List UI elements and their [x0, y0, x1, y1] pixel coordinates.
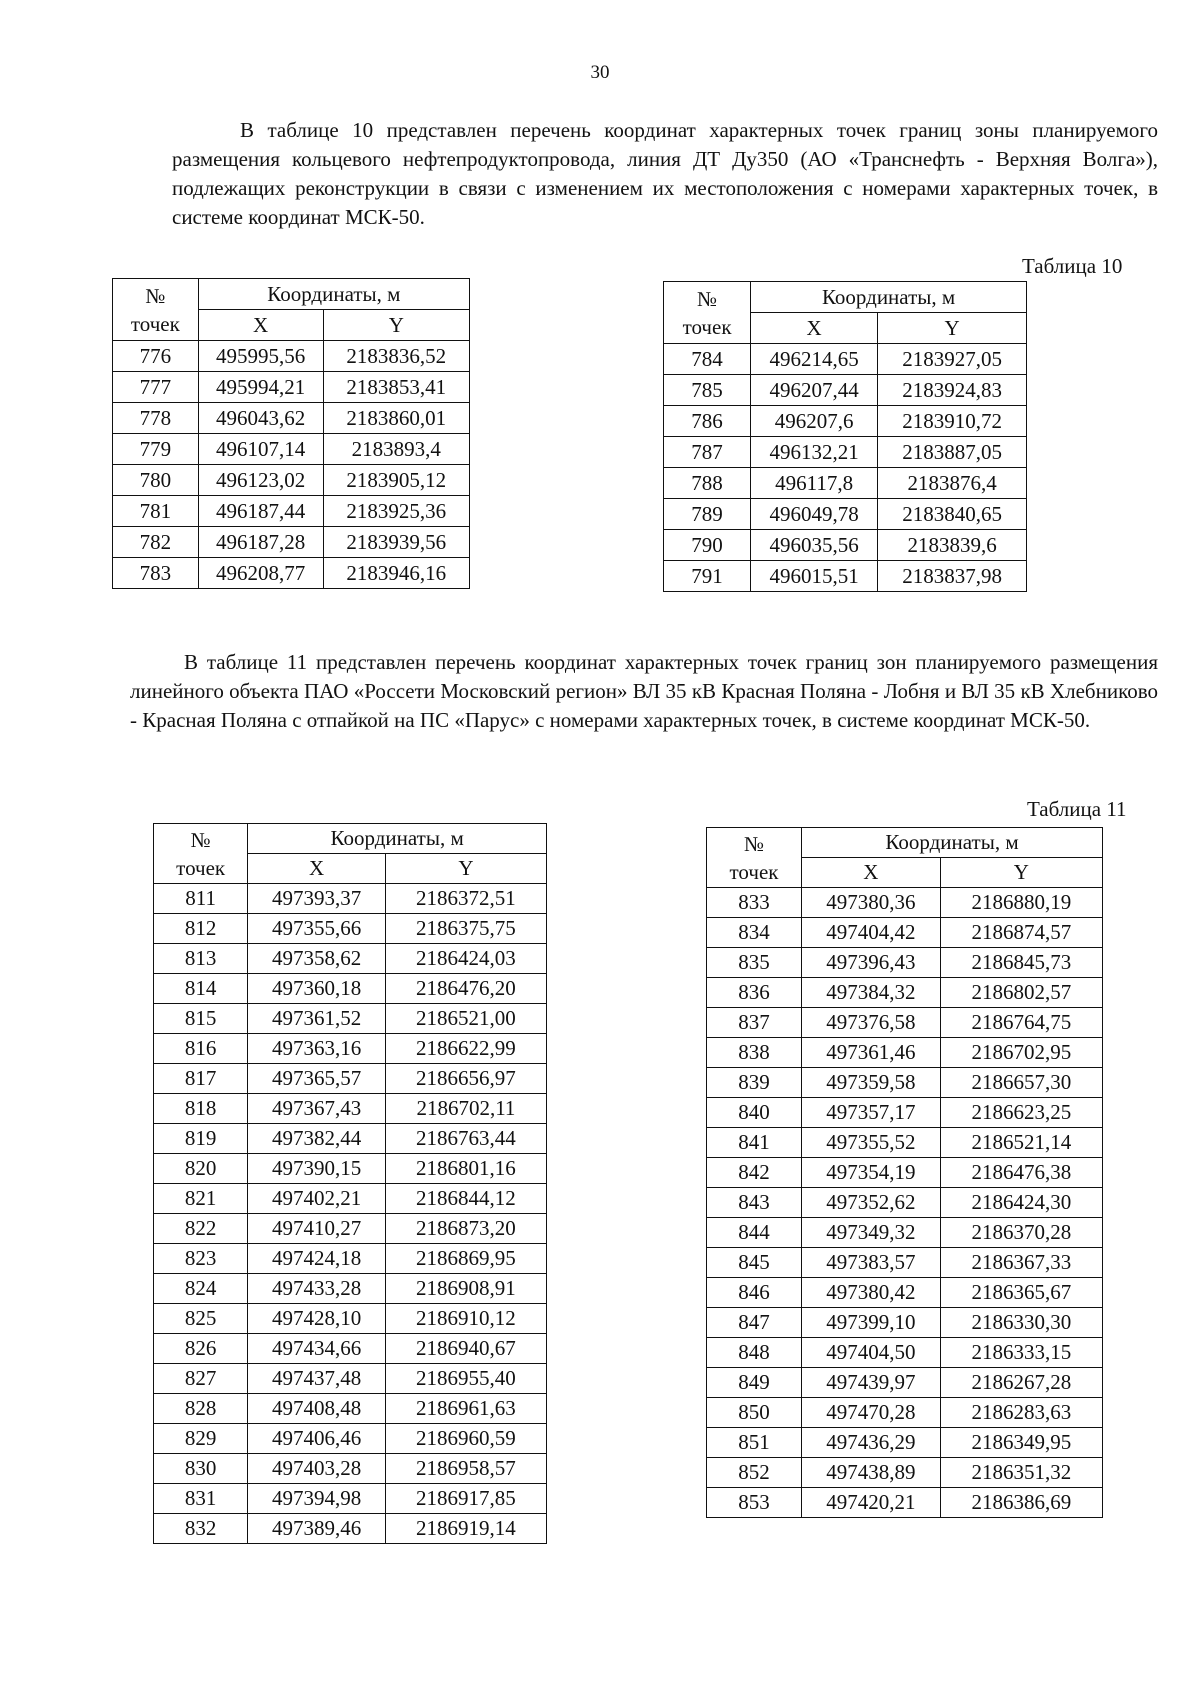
y-coordinate: 2186845,73 — [940, 948, 1102, 978]
header-coordinates: Координаты, м — [802, 828, 1103, 858]
x-coordinate: 497437,48 — [248, 1364, 386, 1394]
table-row — [707, 1488, 1103, 1518]
table-row — [154, 1364, 547, 1394]
y-coordinate: 2183910,72 — [878, 406, 1027, 437]
table-row — [154, 1454, 547, 1484]
x-coordinate: 497367,43 — [248, 1094, 386, 1124]
point-number: 791 — [664, 561, 751, 592]
y-coordinate: 2186365,67 — [940, 1278, 1102, 1308]
y-coordinate: 2186372,51 — [385, 884, 546, 914]
x-coordinate: 497380,36 — [802, 888, 941, 918]
x-coordinate: 497390,15 — [248, 1154, 386, 1184]
page-number: 30 — [590, 62, 610, 83]
table-row — [707, 1068, 1103, 1098]
point-number: 825 — [154, 1304, 248, 1334]
table-10-left — [112, 278, 470, 589]
point-number: 839 — [707, 1068, 802, 1098]
point-number: 822 — [154, 1214, 248, 1244]
point-number: 830 — [154, 1454, 248, 1484]
y-coordinate: 2186763,44 — [385, 1124, 546, 1154]
y-coordinate: 2186955,40 — [385, 1364, 546, 1394]
point-number: 834 — [707, 918, 802, 948]
y-coordinate: 2186960,59 — [385, 1424, 546, 1454]
point-number: 841 — [707, 1128, 802, 1158]
table-row — [154, 1334, 547, 1364]
y-coordinate: 2183924,83 — [878, 375, 1027, 406]
x-coordinate: 497389,46 — [248, 1514, 386, 1544]
table-row — [154, 1094, 547, 1124]
y-coordinate: 2186919,14 — [385, 1514, 546, 1544]
y-coordinate: 2186702,95 — [940, 1038, 1102, 1068]
table-row — [707, 1158, 1103, 1188]
x-coordinate: 496117,8 — [751, 468, 878, 499]
table-row — [154, 1514, 547, 1544]
x-coordinate: 496015,51 — [751, 561, 878, 592]
x-coordinate: 497382,44 — [248, 1124, 386, 1154]
table-row — [707, 1338, 1103, 1368]
point-number: 778 — [113, 403, 199, 434]
point-number: 816 — [154, 1034, 248, 1064]
x-coordinate: 497438,89 — [802, 1458, 941, 1488]
x-coordinate: 497365,57 — [248, 1064, 386, 1094]
x-coordinate: 497363,16 — [248, 1034, 386, 1064]
y-coordinate: 2186476,38 — [940, 1158, 1102, 1188]
point-number: 779 — [113, 434, 199, 465]
header-coordinates: Координаты, м — [751, 282, 1027, 313]
table-row — [154, 1004, 547, 1034]
table-row — [154, 1184, 547, 1214]
x-coordinate: 497354,19 — [802, 1158, 941, 1188]
y-coordinate: 2186386,69 — [940, 1488, 1102, 1518]
y-coordinate: 2186351,32 — [940, 1458, 1102, 1488]
x-coordinate: 496107,14 — [198, 434, 323, 465]
point-number: 790 — [664, 530, 751, 561]
y-coordinate: 2186880,19 — [940, 888, 1102, 918]
x-coordinate: 497433,28 — [248, 1274, 386, 1304]
header-y: Y — [385, 854, 546, 884]
y-coordinate: 2186370,28 — [940, 1218, 1102, 1248]
y-coordinate: 2183840,65 — [878, 499, 1027, 530]
table-row — [707, 978, 1103, 1008]
point-number: 846 — [707, 1278, 802, 1308]
x-coordinate: 497408,48 — [248, 1394, 386, 1424]
header-x: X — [248, 854, 386, 884]
point-number: 817 — [154, 1064, 248, 1094]
point-number: 811 — [154, 884, 248, 914]
point-number: 777 — [113, 372, 199, 403]
table-row — [154, 1214, 547, 1244]
table-row — [154, 974, 547, 1004]
point-number: 821 — [154, 1184, 248, 1214]
point-number: 789 — [664, 499, 751, 530]
point-number: 786 — [664, 406, 751, 437]
y-coordinate: 2186801,16 — [385, 1154, 546, 1184]
point-number: 833 — [707, 888, 802, 918]
y-coordinate: 2186330,30 — [940, 1308, 1102, 1338]
table-row — [707, 1368, 1103, 1398]
y-coordinate: 2183887,05 — [878, 437, 1027, 468]
point-number: 840 — [707, 1098, 802, 1128]
point-number: 781 — [113, 496, 199, 527]
paragraph-table-11-intro: В таблице 11 представлен перечень координат характерных точек границ зон планируемого размещения линейного объекта ПАО «Россети Московский регион» ВЛ 35 кВ Красная Поляна - Лобня и ВЛ 35 кВ Хлебниково - Красная Поляна с отпайкой на ПС «Парус» с номерами характерных точек, в системе координат МСК-50. — [130, 650, 1158, 732]
y-coordinate: 2186349,95 — [940, 1428, 1102, 1458]
point-number: 780 — [113, 465, 199, 496]
x-coordinate: 496035,56 — [751, 530, 878, 561]
point-number: 835 — [707, 948, 802, 978]
y-coordinate: 2183939,56 — [323, 527, 469, 558]
table-row — [664, 468, 1027, 499]
y-coordinate: 2186940,67 — [385, 1334, 546, 1364]
x-coordinate: 496132,21 — [751, 437, 878, 468]
x-coordinate: 497403,28 — [248, 1454, 386, 1484]
y-coordinate: 2186476,20 — [385, 974, 546, 1004]
table-row — [707, 918, 1103, 948]
point-number: 845 — [707, 1248, 802, 1278]
x-coordinate: 497420,21 — [802, 1488, 941, 1518]
y-coordinate: 2186521,00 — [385, 1004, 546, 1034]
table-row — [113, 434, 470, 465]
table-row — [154, 1064, 547, 1094]
x-coordinate: 496043,62 — [198, 403, 323, 434]
y-coordinate: 2183860,01 — [323, 403, 469, 434]
point-number: 785 — [664, 375, 751, 406]
header-x: X — [198, 310, 323, 341]
table-row — [707, 1098, 1103, 1128]
table-row — [113, 465, 470, 496]
x-coordinate: 497410,27 — [248, 1214, 386, 1244]
table-row — [154, 1274, 547, 1304]
table-row — [664, 406, 1027, 437]
x-coordinate: 497355,66 — [248, 914, 386, 944]
point-number: 852 — [707, 1458, 802, 1488]
x-coordinate: 497380,42 — [802, 1278, 941, 1308]
y-coordinate: 2183925,36 — [323, 496, 469, 527]
table-row — [707, 1458, 1103, 1488]
point-number: 836 — [707, 978, 802, 1008]
y-coordinate: 2186521,14 — [940, 1128, 1102, 1158]
y-coordinate: 2183905,12 — [323, 465, 469, 496]
table-11-caption: Таблица 11 — [1027, 797, 1127, 821]
point-number: 853 — [707, 1488, 802, 1518]
point-number: 776 — [113, 341, 199, 372]
x-coordinate: 497360,18 — [248, 974, 386, 1004]
x-coordinate: 497396,43 — [802, 948, 941, 978]
y-coordinate: 2183853,41 — [323, 372, 469, 403]
x-coordinate: 497439,97 — [802, 1368, 941, 1398]
y-coordinate: 2186844,12 — [385, 1184, 546, 1214]
point-number: 823 — [154, 1244, 248, 1274]
x-coordinate: 496208,77 — [198, 558, 323, 589]
table-row — [707, 1218, 1103, 1248]
point-number: 824 — [154, 1274, 248, 1304]
table-row — [707, 1428, 1103, 1458]
table-11-right — [706, 827, 1103, 1518]
x-coordinate: 497355,52 — [802, 1128, 941, 1158]
x-coordinate: 497383,57 — [802, 1248, 941, 1278]
table-10-right — [663, 281, 1027, 592]
x-coordinate: 497394,98 — [248, 1484, 386, 1514]
x-coordinate: 496123,02 — [198, 465, 323, 496]
point-number: 848 — [707, 1338, 802, 1368]
header-x: X — [802, 858, 941, 888]
header-y: Y — [878, 313, 1027, 344]
point-number: 784 — [664, 344, 751, 375]
x-coordinate: 496214,65 — [751, 344, 878, 375]
point-number: 850 — [707, 1398, 802, 1428]
y-coordinate: 2183893,4 — [323, 434, 469, 465]
table-row — [707, 1128, 1103, 1158]
header-point-number: № точек — [113, 279, 199, 341]
table-header-row — [664, 282, 1027, 313]
paragraph-table-10-intro: В таблице 10 представлен перечень координат характерных точек границ зоны планируемого размещения кольцевого нефтепродуктопровода, линия ДТ Ду350 (АО «Транснефть - Верхняя Волга»), подлежащих реконструкции в связи с изменением их местоположения с номерами характерных точек, в системе координат МСК-50. — [172, 118, 1158, 229]
x-coordinate: 497357,17 — [802, 1098, 941, 1128]
y-coordinate: 2186910,12 — [385, 1304, 546, 1334]
point-number: 849 — [707, 1368, 802, 1398]
table-row — [113, 558, 470, 589]
table-row — [154, 1124, 547, 1154]
y-coordinate: 2186424,30 — [940, 1188, 1102, 1218]
table-row — [154, 1154, 547, 1184]
x-coordinate: 497399,10 — [802, 1308, 941, 1338]
x-coordinate: 497352,62 — [802, 1188, 941, 1218]
point-number: 844 — [707, 1218, 802, 1248]
x-coordinate: 497393,37 — [248, 884, 386, 914]
header-point-number: № точек — [707, 828, 802, 888]
header-point-number: № точек — [664, 282, 751, 344]
table-row — [154, 944, 547, 974]
x-coordinate: 497406,46 — [248, 1424, 386, 1454]
table-row — [154, 914, 547, 944]
point-number: 783 — [113, 558, 199, 589]
table-row — [113, 496, 470, 527]
x-coordinate: 497470,28 — [802, 1398, 941, 1428]
x-coordinate: 496187,44 — [198, 496, 323, 527]
y-coordinate: 2186424,03 — [385, 944, 546, 974]
table-10-caption: Таблица 10 — [1022, 254, 1123, 278]
point-number: 815 — [154, 1004, 248, 1034]
x-coordinate: 496187,28 — [198, 527, 323, 558]
table-row — [664, 499, 1027, 530]
table-row — [113, 527, 470, 558]
point-number: 826 — [154, 1334, 248, 1364]
table-header-row — [113, 279, 470, 310]
x-coordinate: 496207,6 — [751, 406, 878, 437]
point-number: 813 — [154, 944, 248, 974]
point-number: 819 — [154, 1124, 248, 1154]
point-number: 851 — [707, 1428, 802, 1458]
table-row — [113, 403, 470, 434]
header-y: Y — [323, 310, 469, 341]
y-coordinate: 2186802,57 — [940, 978, 1102, 1008]
x-coordinate: 497349,32 — [802, 1218, 941, 1248]
table-row — [707, 1188, 1103, 1218]
point-number: 831 — [154, 1484, 248, 1514]
x-coordinate: 497361,52 — [248, 1004, 386, 1034]
x-coordinate: 497436,29 — [802, 1428, 941, 1458]
table-row — [664, 530, 1027, 561]
table-row — [707, 888, 1103, 918]
point-number: 847 — [707, 1308, 802, 1338]
point-number: 829 — [154, 1424, 248, 1454]
point-number: 788 — [664, 468, 751, 499]
y-coordinate: 2183946,16 — [323, 558, 469, 589]
table-header-row — [707, 828, 1103, 858]
y-coordinate: 2186367,33 — [940, 1248, 1102, 1278]
x-coordinate: 497361,46 — [802, 1038, 941, 1068]
x-coordinate: 497404,42 — [802, 918, 941, 948]
y-coordinate: 2183836,52 — [323, 341, 469, 372]
y-coordinate: 2186283,63 — [940, 1398, 1102, 1428]
x-coordinate: 497376,58 — [802, 1008, 941, 1038]
header-coordinates: Координаты, м — [198, 279, 469, 310]
x-coordinate: 497404,50 — [802, 1338, 941, 1368]
y-coordinate: 2186961,63 — [385, 1394, 546, 1424]
x-coordinate: 497434,66 — [248, 1334, 386, 1364]
x-coordinate: 497384,32 — [802, 978, 941, 1008]
y-coordinate: 2186869,95 — [385, 1244, 546, 1274]
table-row — [154, 1484, 547, 1514]
point-number: 837 — [707, 1008, 802, 1038]
table-row — [664, 375, 1027, 406]
point-number: 838 — [707, 1038, 802, 1068]
table-row — [154, 1304, 547, 1334]
x-coordinate: 497359,58 — [802, 1068, 941, 1098]
header-coordinates: Координаты, м — [248, 824, 547, 854]
point-number: 814 — [154, 974, 248, 1004]
x-coordinate: 496207,44 — [751, 375, 878, 406]
x-coordinate: 497424,18 — [248, 1244, 386, 1274]
y-coordinate: 2186874,57 — [940, 918, 1102, 948]
table-header-row — [154, 824, 547, 854]
y-coordinate: 2186333,15 — [940, 1338, 1102, 1368]
x-coordinate: 497358,62 — [248, 944, 386, 974]
x-coordinate: 495994,21 — [198, 372, 323, 403]
x-coordinate: 496049,78 — [751, 499, 878, 530]
point-number: 787 — [664, 437, 751, 468]
header-y: Y — [940, 858, 1102, 888]
y-coordinate: 2186656,97 — [385, 1064, 546, 1094]
point-number: 782 — [113, 527, 199, 558]
point-number: 842 — [707, 1158, 802, 1188]
y-coordinate: 2186917,85 — [385, 1484, 546, 1514]
point-number: 843 — [707, 1188, 802, 1218]
table-row — [707, 1278, 1103, 1308]
y-coordinate: 2186702,11 — [385, 1094, 546, 1124]
table-row — [707, 948, 1103, 978]
point-number: 820 — [154, 1154, 248, 1184]
header-x: X — [751, 313, 878, 344]
y-coordinate: 2186958,57 — [385, 1454, 546, 1484]
y-coordinate: 2186622,99 — [385, 1034, 546, 1064]
table-row — [707, 1008, 1103, 1038]
table-row — [707, 1248, 1103, 1278]
table-row — [664, 437, 1027, 468]
table-row — [664, 561, 1027, 592]
table-row — [154, 1034, 547, 1064]
y-coordinate: 2186375,75 — [385, 914, 546, 944]
table-row — [707, 1038, 1103, 1068]
header-point-number: № точек — [154, 824, 248, 884]
table-row — [154, 884, 547, 914]
point-number: 818 — [154, 1094, 248, 1124]
y-coordinate: 2186764,75 — [940, 1008, 1102, 1038]
table-row — [154, 1244, 547, 1274]
y-coordinate: 2186873,20 — [385, 1214, 546, 1244]
point-number: 832 — [154, 1514, 248, 1544]
y-coordinate: 2183837,98 — [878, 561, 1027, 592]
table-row — [707, 1398, 1103, 1428]
y-coordinate: 2186657,30 — [940, 1068, 1102, 1098]
point-number: 828 — [154, 1394, 248, 1424]
x-coordinate: 495995,56 — [198, 341, 323, 372]
y-coordinate: 2186908,91 — [385, 1274, 546, 1304]
y-coordinate: 2183876,4 — [878, 468, 1027, 499]
table-row — [154, 1394, 547, 1424]
x-coordinate: 497402,21 — [248, 1184, 386, 1214]
y-coordinate: 2186267,28 — [940, 1368, 1102, 1398]
y-coordinate: 2186623,25 — [940, 1098, 1102, 1128]
table-row — [664, 344, 1027, 375]
table-row — [154, 1424, 547, 1454]
y-coordinate: 2183839,6 — [878, 530, 1027, 561]
table-row — [113, 341, 470, 372]
table-row — [707, 1308, 1103, 1338]
point-number: 827 — [154, 1364, 248, 1394]
table-row — [113, 372, 470, 403]
table-11-left — [153, 823, 547, 1544]
point-number: 812 — [154, 914, 248, 944]
y-coordinate: 2183927,05 — [878, 344, 1027, 375]
x-coordinate: 497428,10 — [248, 1304, 386, 1334]
